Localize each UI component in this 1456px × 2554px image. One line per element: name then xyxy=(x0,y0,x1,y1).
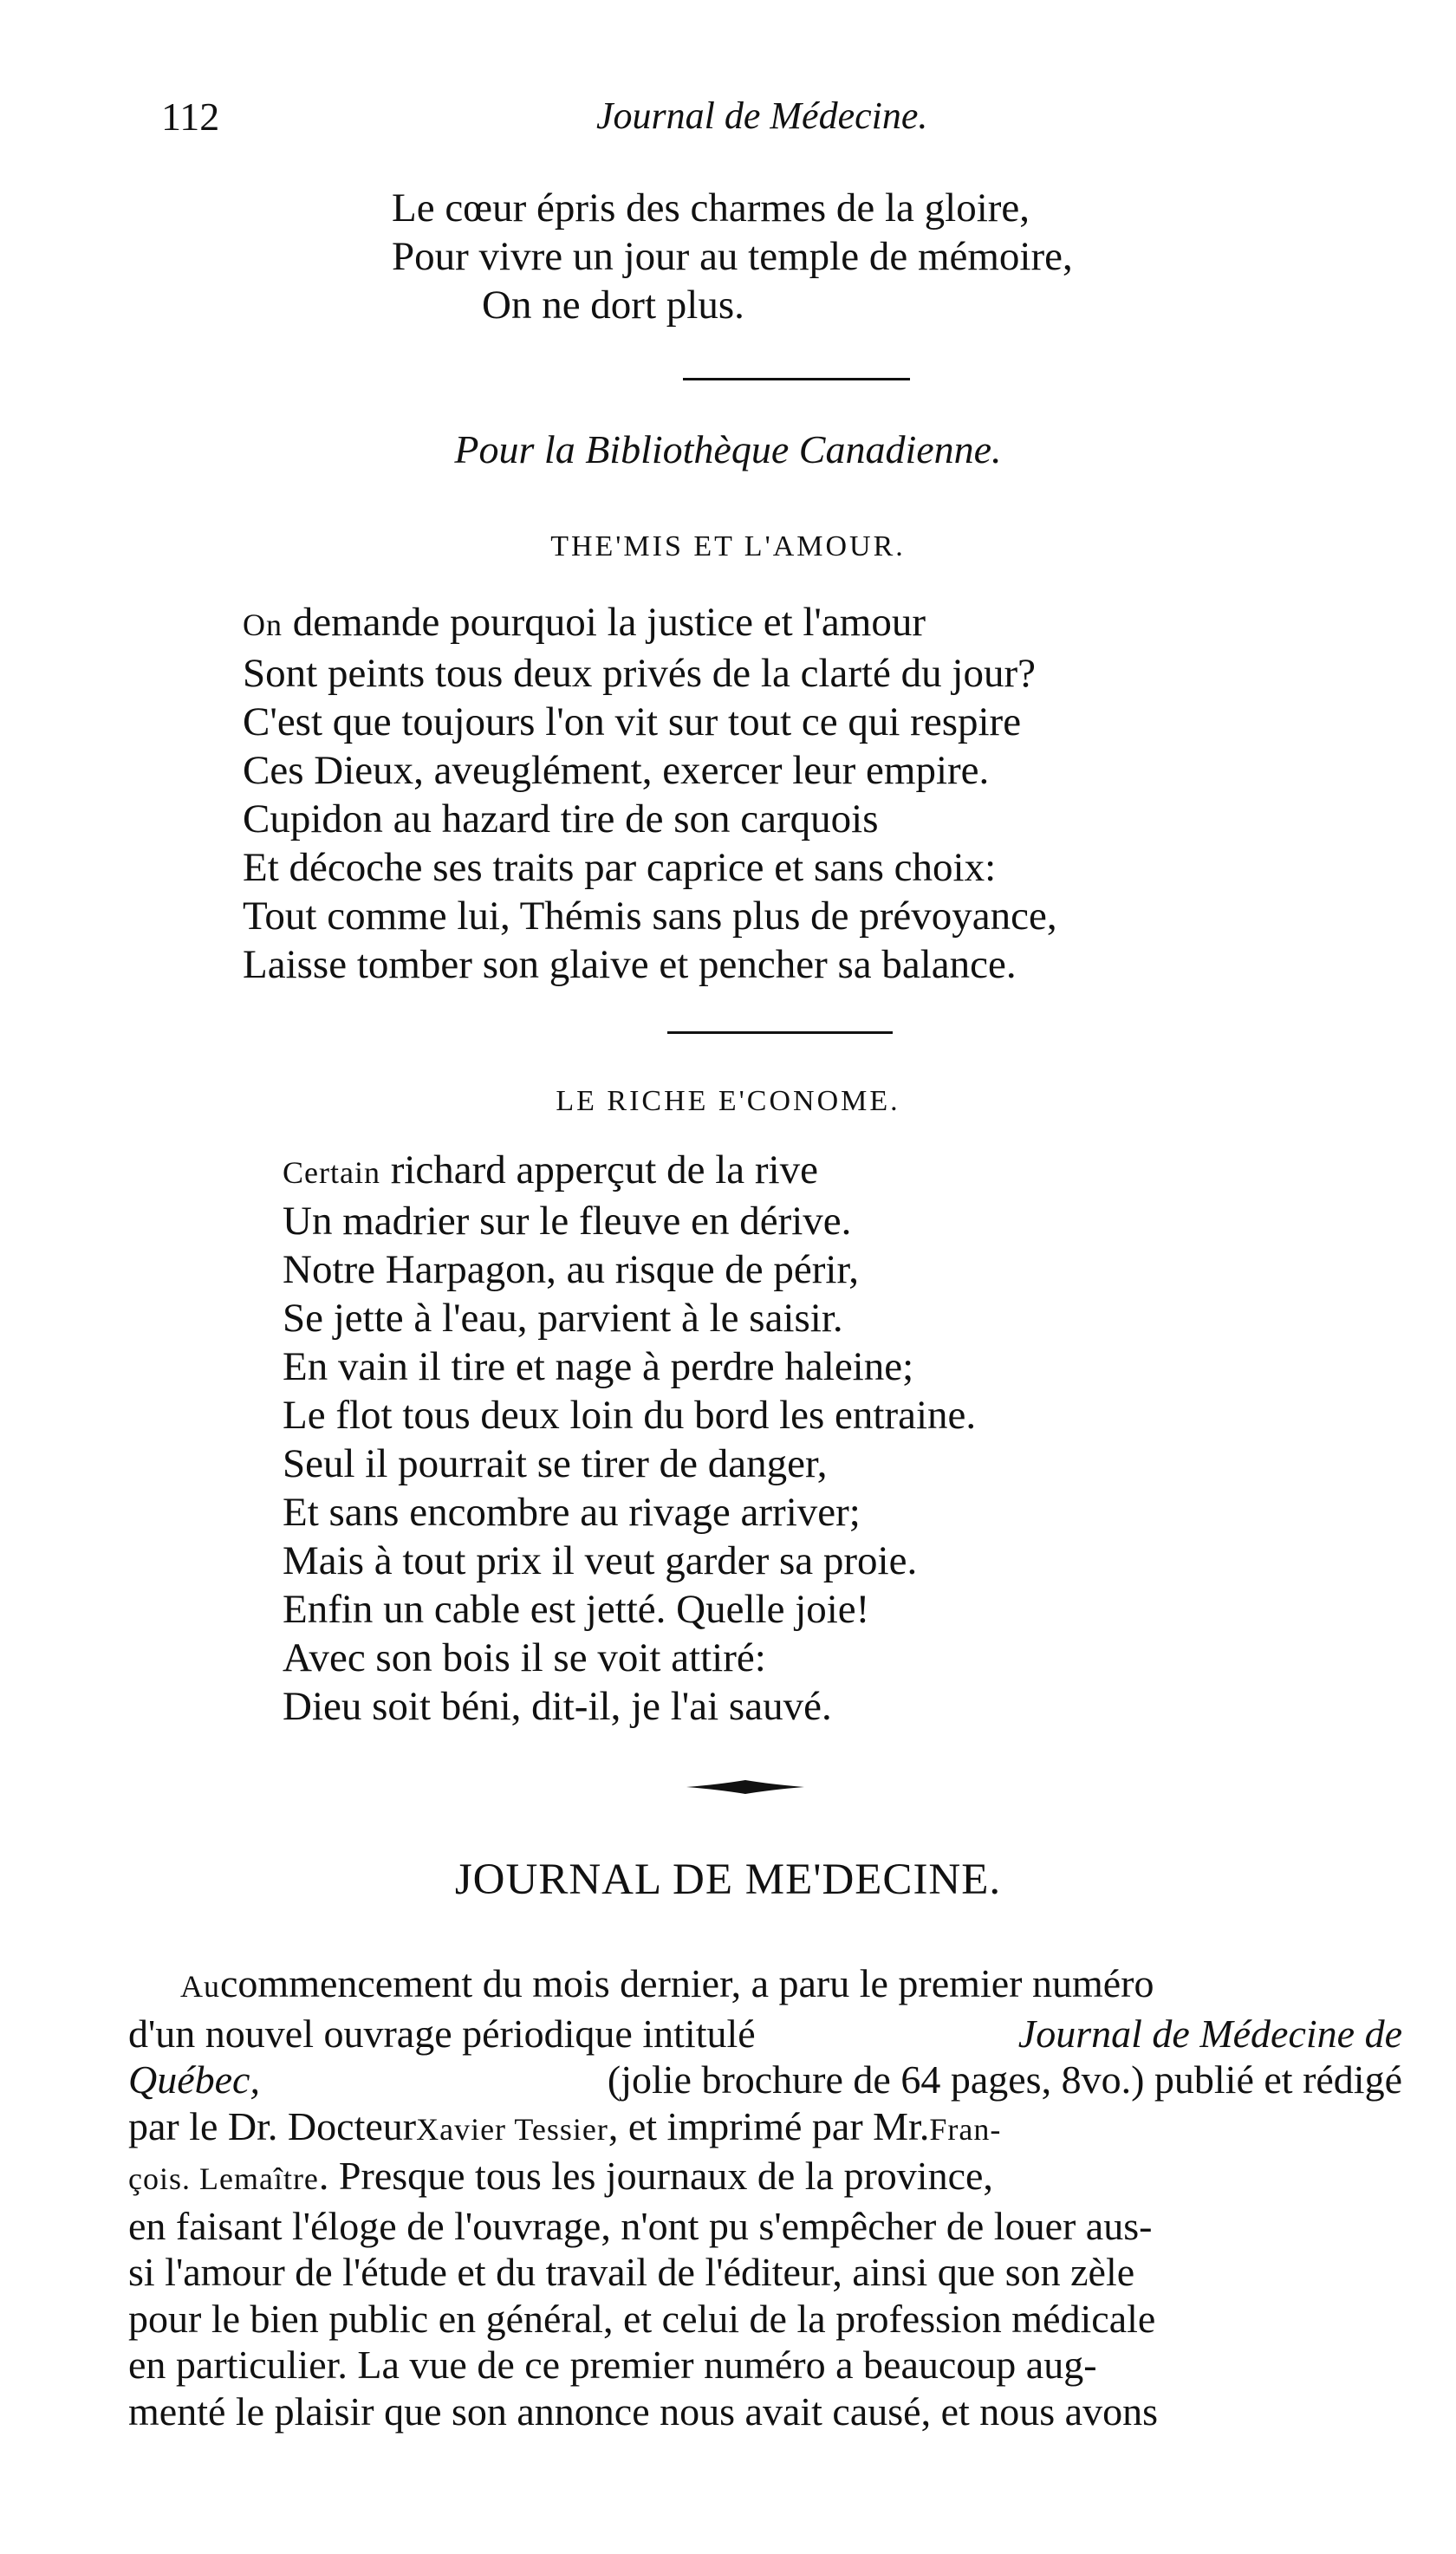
prose-line xyxy=(128,2057,1402,2103)
verse-line-rest: richard apperçut de la rive xyxy=(380,1147,818,1193)
article-body xyxy=(128,1960,1402,2434)
verse-line: On ne dort plus. xyxy=(482,283,744,328)
verse-line: Le flot tous deux loin du bord les entraine. xyxy=(283,1393,977,1438)
divider-rule xyxy=(667,1031,893,1034)
verse-line: Et décoche ses traits par caprice et sans choix: xyxy=(243,845,997,890)
verse-line: Sont peints tous deux privés de la clarté du jour? xyxy=(243,651,1036,696)
prose-text: menté le plaisir que son annonce nous avait causé, et nous avons xyxy=(128,2388,1159,2434)
person-name: Xavier Tessier xyxy=(416,2111,608,2147)
ornament-flourish xyxy=(685,1777,806,1797)
page-header xyxy=(0,87,1456,147)
poem-title-riche: LE RICHE E'CONOME. xyxy=(556,1085,900,1117)
verse-line: Tout comme lui, Thémis sans plus de prévoyance, xyxy=(243,894,1057,939)
verse-line: Laisse tomber son glaive et pencher sa balance. xyxy=(243,942,1017,987)
verse-line xyxy=(283,1146,976,1197)
prose-text: d'un nouvel ouvrage périodique intitulé xyxy=(128,2011,756,2056)
prose-segment xyxy=(128,2103,1001,2154)
prose-line xyxy=(128,2203,1402,2250)
verse-line: Ces Dieux, aveuglément, exercer leur empire. xyxy=(243,748,990,793)
poem-riche xyxy=(283,1146,976,1731)
verse-line: Notre Harpagon, au risque de périr, xyxy=(283,1247,859,1292)
verse-line: Un madrier sur le fleuve en dérive. xyxy=(283,1199,852,1244)
verse-line xyxy=(243,598,1057,649)
prose-text: . Presque tous les journaux de la province, xyxy=(318,2154,993,2198)
divider-rule xyxy=(683,378,910,380)
verse-initial-word: On xyxy=(243,608,283,642)
prose-line xyxy=(128,2103,1402,2154)
verse-line: C'est que toujours l'on vit sur tout ce qui respire xyxy=(243,699,1022,744)
page-number: 112 xyxy=(161,94,220,139)
prose-line xyxy=(128,2388,1402,2435)
poem-ending xyxy=(392,184,1073,329)
prose-text: pour le bien public en général, et celui de la profession médicale xyxy=(128,2296,1156,2341)
prose-line xyxy=(128,2342,1402,2388)
verse-line: Pour vivre un jour au temple de mémoire, xyxy=(392,234,1073,279)
verse-line: Avec son bois il se voit attiré: xyxy=(283,1635,766,1680)
journal-title-italic: Journal de Médecine de xyxy=(1017,2011,1402,2056)
prose-line xyxy=(128,2153,1402,2203)
article-title: JOURNAL DE ME'DECINE. xyxy=(454,1855,1002,1904)
verse-line: Enfin un cable est jetté. Quelle joie! xyxy=(283,1587,870,1632)
verse-initial-word: Certain xyxy=(283,1155,380,1190)
verse-line: Mais à tout prix il veut garder sa proie. xyxy=(283,1538,918,1583)
verse-line: Se jette à l'eau, parvient à le saisir. xyxy=(283,1296,843,1341)
section-source-heading: Pour la Bibliothèque Canadienne. xyxy=(454,427,1002,471)
prose-text: par le Dr. Docteur xyxy=(128,2103,417,2148)
verse-line-rest: demande pourquoi la justice et l'amour xyxy=(283,600,926,645)
prose-line xyxy=(128,1960,1402,2011)
prose-text: commencement du mois dernier, a paru le premier numéro xyxy=(220,1961,1154,2005)
verse-line: Dieu soit béni, dit-il, je l'ai sauvé. xyxy=(283,1684,832,1729)
prose-text: si l'amour de l'étude et du travail de l'éditeur, ainsi que son zèle xyxy=(128,2250,1135,2294)
running-title: Journal de Médecine. xyxy=(596,94,928,137)
prose-text: en faisant l'éloge de l'ouvrage, n'ont pu s'empêcher de louer aus- xyxy=(128,2203,1153,2248)
prose-segment xyxy=(128,2153,993,2203)
prose-line xyxy=(128,2249,1402,2296)
prose-segment xyxy=(180,1960,1154,2011)
prose-text: (jolie brochure de 64 pages, 8vo.) publié et rédigé xyxy=(607,2057,1402,2102)
person-name: çois. Lemaître xyxy=(128,2161,319,2196)
verse-line: Cupidon au hazard tire de son carquois xyxy=(243,796,879,842)
verse-line: En vain il tire et nage à perdre haleine; xyxy=(283,1344,914,1389)
prose-text: , et imprimé par Mr. xyxy=(608,2103,930,2148)
prose-text: en particulier. La vue de ce premier numéro a beaucoup aug- xyxy=(128,2343,1097,2387)
verse-line: Le cœur épris des charmes de la gloire, xyxy=(392,185,1030,231)
verse-line: Seul il pourrait se tirer de danger, xyxy=(283,1441,828,1486)
prose-line xyxy=(128,2296,1402,2343)
city-italic: Québec, xyxy=(128,2057,260,2102)
poem-themis xyxy=(243,598,1057,989)
poem-title-themis: THE'MIS ET L'AMOUR. xyxy=(550,530,906,562)
dropcap-word: Au xyxy=(180,1969,220,2004)
verse-line: Et sans encombre au rivage arriver; xyxy=(283,1490,861,1535)
person-name: Fran- xyxy=(929,2111,1002,2147)
prose-line xyxy=(128,2011,1402,2057)
